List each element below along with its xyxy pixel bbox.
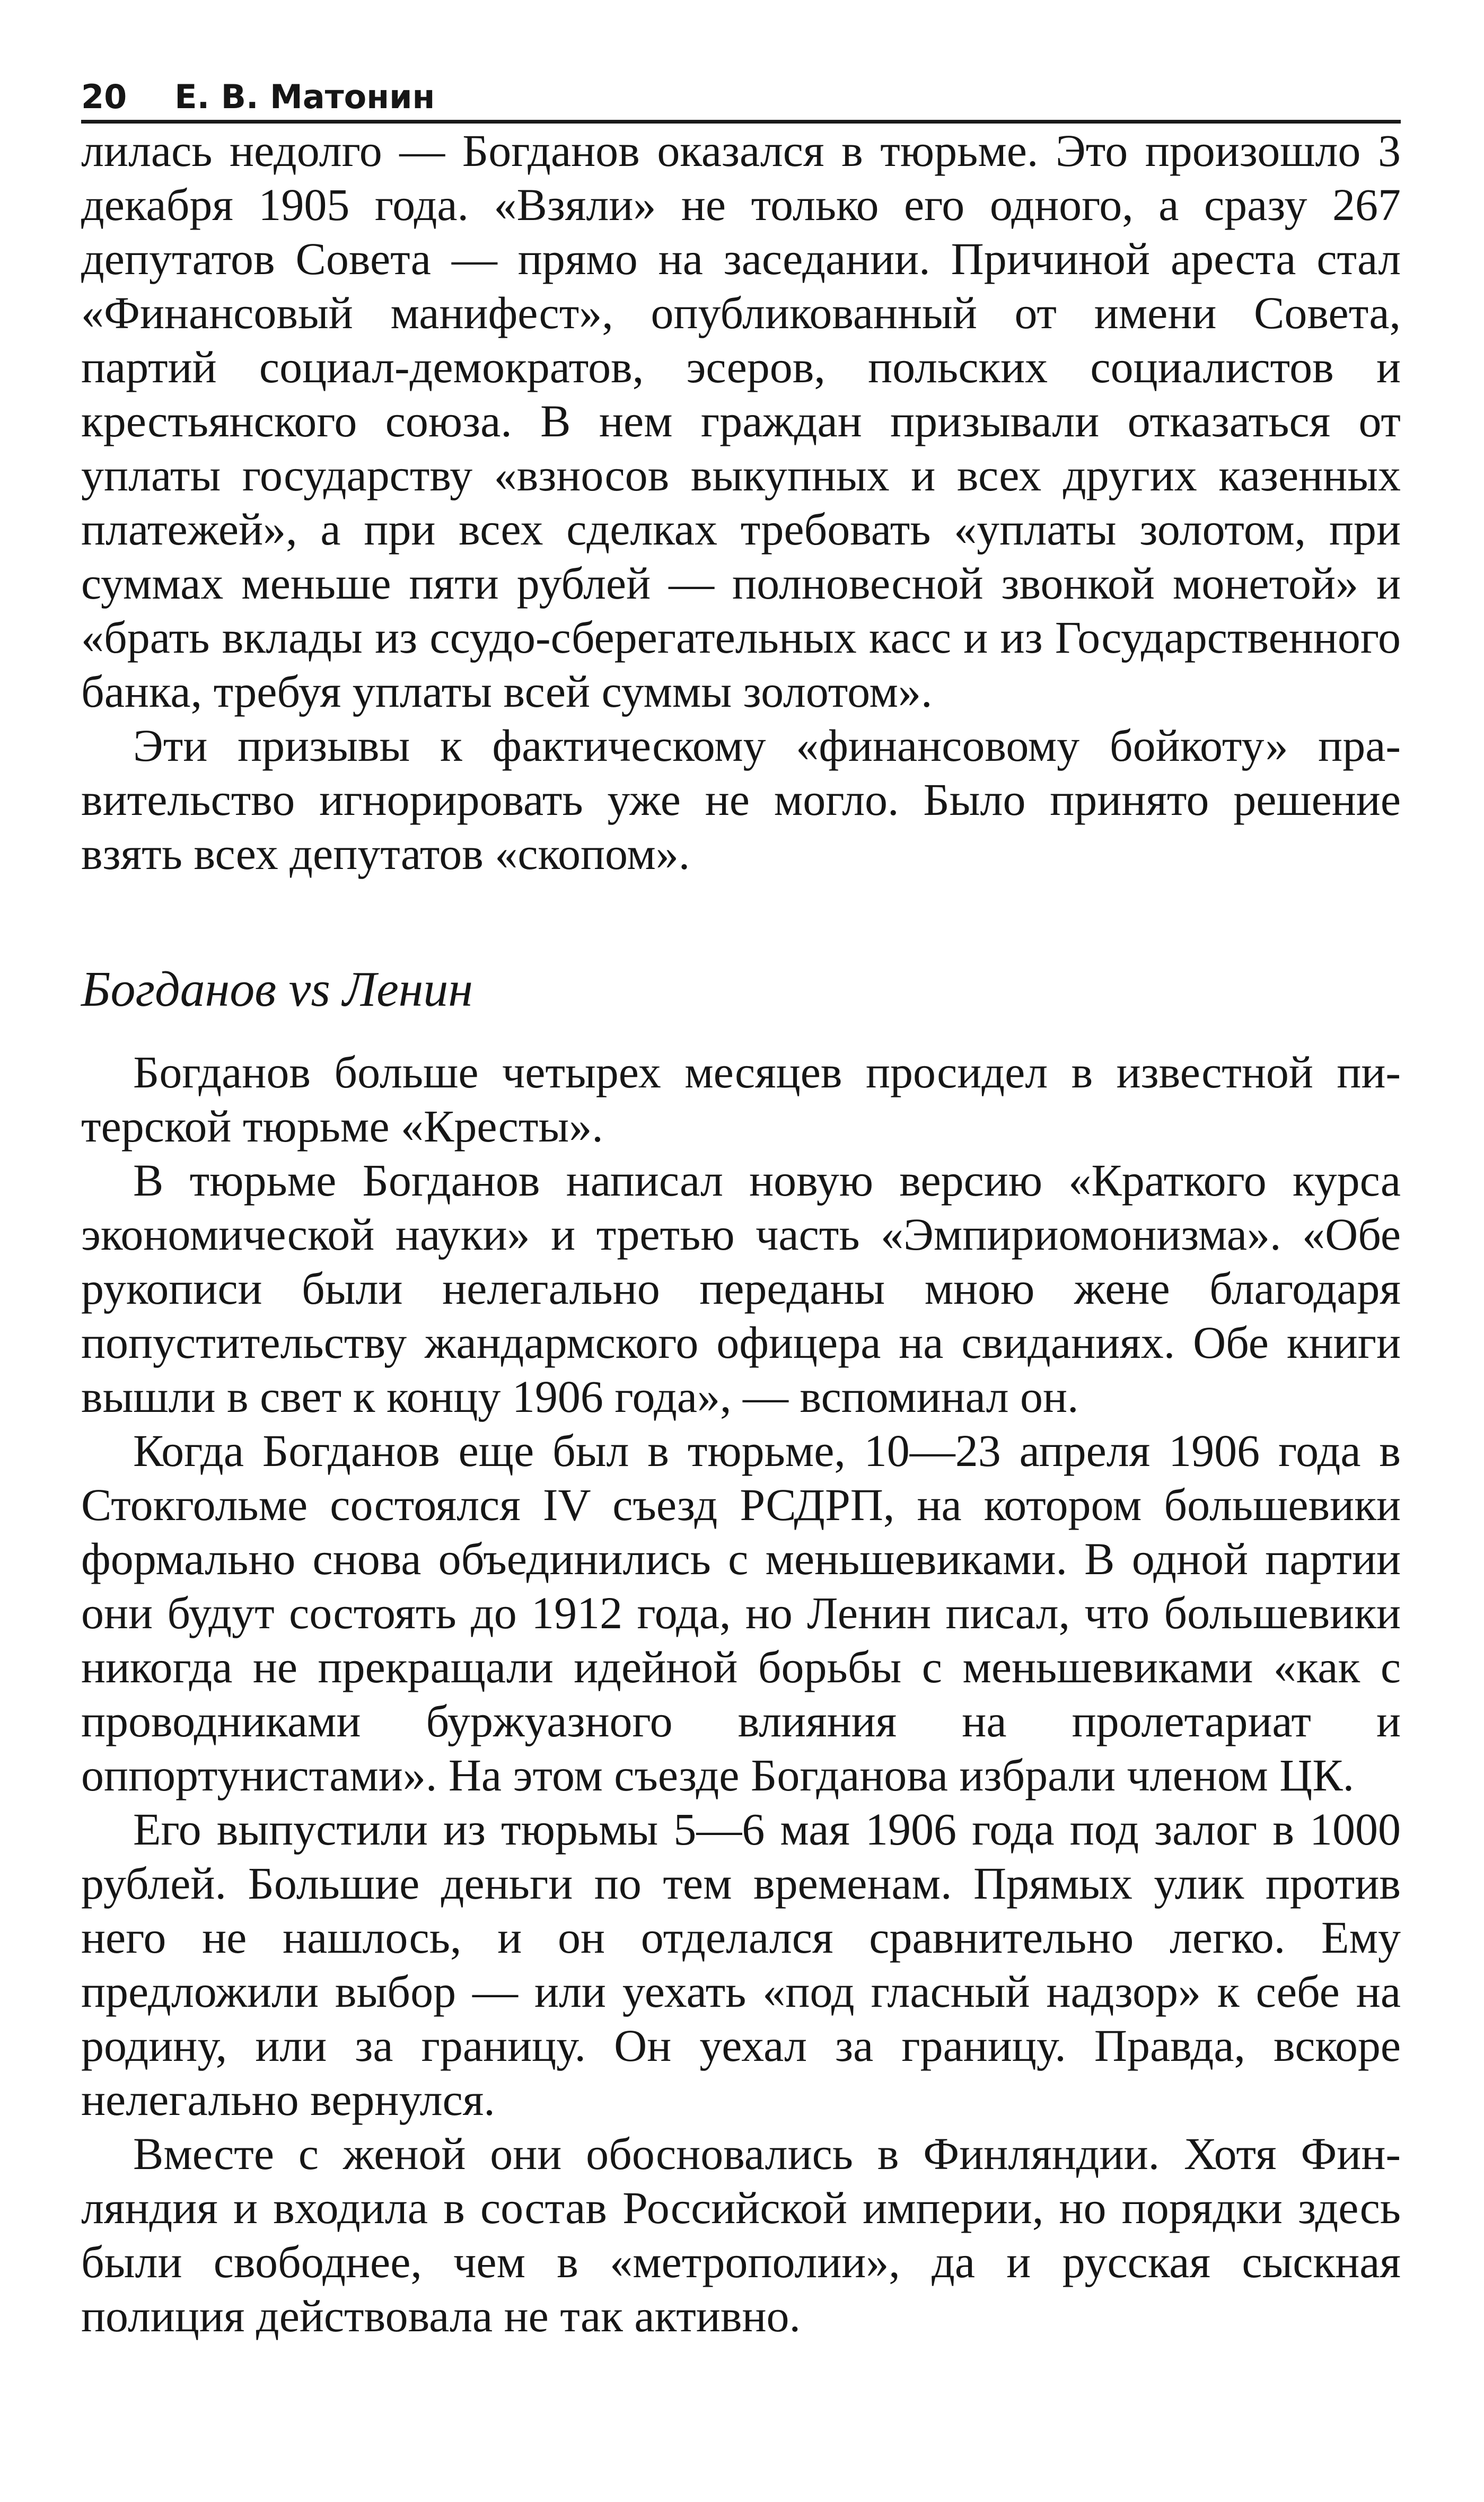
paragraph-5: Когда Богданов еще был в тюрьме, 10—23 апреля 1906 года в Стокгольме состоялся IV съезд РСДРП, на котором большевики формально снова объединились с меньшевиками. В одной партии они будут состоять до 1912 года, но Ленин писал, что большевики никогда не прекращали идейной борьбы с меньшевиками «как с проводниками буржуазного влияния на пролетариат и оппортунистами». На этом съезде Богданова избрали членом ЦК. <box>81 1425 1401 1801</box>
paragraph-6: Его выпустили из тюрьмы 5—6 мая 1906 года под залог в 1000 рублей. Большие деньги по тем временам. Прямых улик против него не нашлось, и он отделался сравнительно легко. Ему предложили выбор — или уехать «под гласный надзор» к себе на родину, или за границу. Он уехал за границу. Правда, вскоре нелегально вернулся. <box>81 1804 1401 2125</box>
paragraph-4: В тюрьме Богданов написал новую версию «Краткого курса экономической науки» и третью часть «Эмпириомонизма». «Обе рукописи были нелегально переданы мною жене благодаря попустительству жандармского офицера на свиданиях. Обе книги вышли в свет к концу 1906 года», — вспоминал он. <box>81 1155 1401 1422</box>
paragraph-1: лилась недолго — Богданов оказался в тюрьме. Это произошло 3 декабря 1905 года. «Взяли» не только его одного, а сразу 267 депутатов Совета — прямо на заседании. Причиной ареста стал «Финансовый манифест», опубликованный от имени Совета, партий социал-демократов, эсеров, польских социалистов и крестьянского союза. В нем граждан призывали отказаться от уплаты государству «взносов выкупных и всех других казенных платежей», а при всех сделках требовать «уплаты золотом, при суммах меньше пяти рублей — полновесной звонкой монетой» и «брать вклады из ссудо-сберегательных касс и из Государственного банка, требуя уплаты всей суммы золотом». <box>81 125 1401 717</box>
paragraph-7: Вместе с женой они обосновались в Финляндии. Хотя Финляндия и входила в состав Российской империи, но порядки здесь были свободнее, чем в «метрополии», да и русская сыскная полиция действовала не так активно. <box>81 2128 1401 2341</box>
section-heading: Богданов vs Ленин <box>81 962 473 1017</box>
page-number: 20 <box>81 77 127 116</box>
paragraph-3: Богданов больше четырех месяцев просидел в известной питерской тюрьме «Кресты». <box>81 1047 1401 1152</box>
running-header <box>81 63 1401 124</box>
paragraph-2: Эти призывы к фактическому «финансовому бойкоту» правительство игнорировать уже не могло. Было принято решение взять всех депутатов «скопом». <box>81 720 1401 879</box>
book-page <box>81 63 1401 2343</box>
author-name: Е. В. Матонин <box>174 77 435 116</box>
body-text <box>81 124 1401 2343</box>
